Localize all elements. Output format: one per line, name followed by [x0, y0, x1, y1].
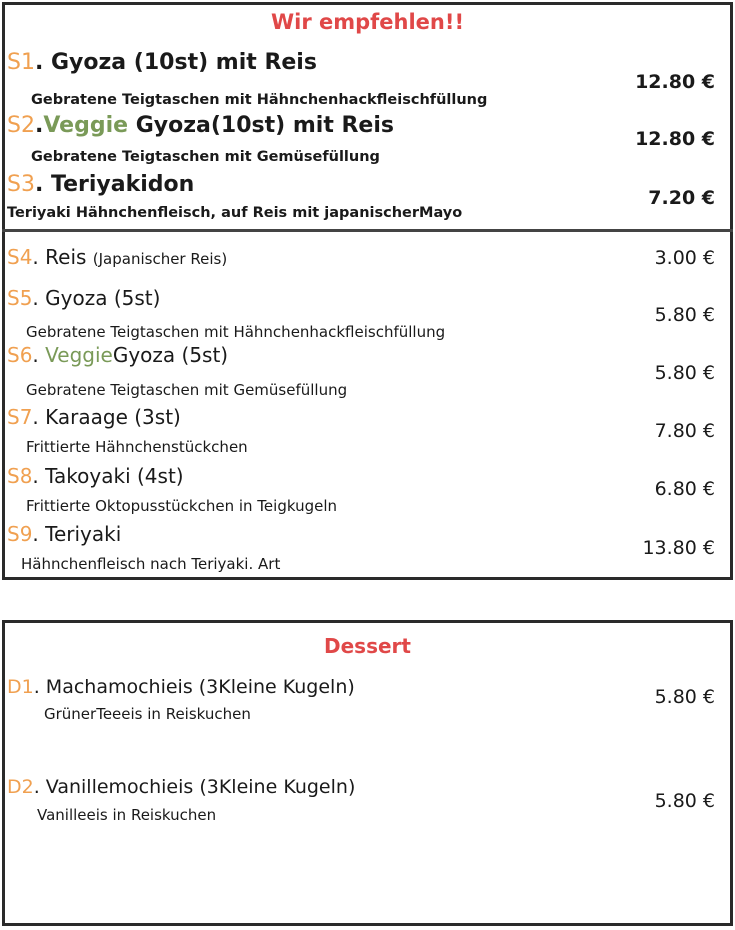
item-separator: . — [32, 343, 46, 367]
item-code: D2 — [7, 776, 34, 798]
item-description: Gebratene Teigtaschen mit Hähnchenhackfleischfüllung — [31, 92, 488, 108]
item-description: Frittierte Oktopusstückchen in Teigkugeln — [26, 497, 337, 515]
item-title — [7, 405, 181, 429]
item-description: Vanilleeis in Reiskuchen — [37, 806, 217, 824]
item-name: . Reis — [32, 245, 87, 269]
veggie-label: Veggie — [43, 113, 129, 138]
item-title — [7, 245, 227, 269]
recommend-heading: Wir empfehlen!! — [270, 10, 465, 34]
item-code: S9 — [7, 522, 33, 546]
item-code: S8 — [7, 464, 33, 488]
item-name: . Teriyakidon — [34, 172, 195, 197]
item-price: 5.80 € — [654, 790, 715, 812]
item-description: Gebratene Teigtaschen mit Gemüsefüllung — [26, 381, 348, 399]
item-description: Frittierte Hähnchenstückchen — [26, 438, 248, 456]
item-description: GrünerTeeeis in Reiskuchen — [44, 705, 251, 723]
item-price: 13.80 € — [642, 537, 715, 559]
item-code: S7 — [7, 405, 33, 429]
item-code: S3 — [7, 172, 35, 197]
item-name: . Machamochieis (3Kleine Kugeln) — [33, 676, 355, 698]
dessert-box — [2, 620, 733, 926]
item-description: Hähnchenfleisch nach Teriyaki. Art — [21, 555, 281, 573]
veggie-label: Veggie — [45, 343, 113, 367]
item-name: . Vanillemochieis (3Kleine Kugeln) — [33, 776, 356, 798]
item-code: S2 — [7, 113, 35, 138]
item-price: 3.00 € — [654, 247, 715, 269]
item-title — [7, 343, 228, 367]
item-price: 12.80 € — [635, 71, 715, 93]
item-name: . Takoyaki (4st) — [32, 464, 184, 488]
item-title — [7, 286, 160, 310]
item-title — [7, 676, 355, 698]
item-name: . Gyoza (10st) mit Reis — [34, 50, 317, 75]
item-code: S5 — [7, 286, 33, 310]
item-price: 5.80 € — [654, 304, 715, 326]
item-name: . Gyoza (5st) — [32, 286, 161, 310]
item-subtitle: (Japanischer Reis) — [92, 250, 228, 268]
item-price: 5.80 € — [654, 362, 715, 384]
item-title — [7, 172, 194, 197]
item-description: Gebratene Teigtaschen mit Gemüsefüllung — [31, 149, 380, 165]
item-price: 5.80 € — [654, 686, 715, 708]
item-name: . Teriyaki — [32, 522, 122, 546]
item-name: Gyoza (5st) — [112, 343, 229, 367]
item-title — [7, 522, 121, 546]
item-code: S4 — [7, 245, 33, 269]
item-code: S1 — [7, 50, 35, 75]
item-price: 7.80 € — [654, 420, 715, 442]
item-name: . Karaage (3st) — [32, 405, 181, 429]
item-description: Gebratene Teigtaschen mit Hähnchenhackfleischfüllung — [26, 323, 446, 341]
item-code: D1 — [7, 676, 34, 698]
item-description: Teriyaki Hähnchenfleisch, auf Reis mit japanischerMayo — [7, 205, 463, 221]
item-title — [7, 50, 317, 75]
item-name: Gyoza(10st) mit Reis — [128, 113, 394, 138]
item-title — [7, 464, 184, 488]
item-price: 12.80 € — [635, 128, 715, 150]
item-price: 6.80 € — [654, 478, 715, 500]
item-title — [7, 776, 355, 798]
item-code: S6 — [7, 343, 33, 367]
section-divider — [2, 229, 733, 232]
item-title — [7, 113, 394, 138]
item-price: 7.20 € — [648, 187, 715, 209]
item-separator: . — [34, 113, 44, 138]
dessert-heading: Dessert — [324, 634, 411, 658]
